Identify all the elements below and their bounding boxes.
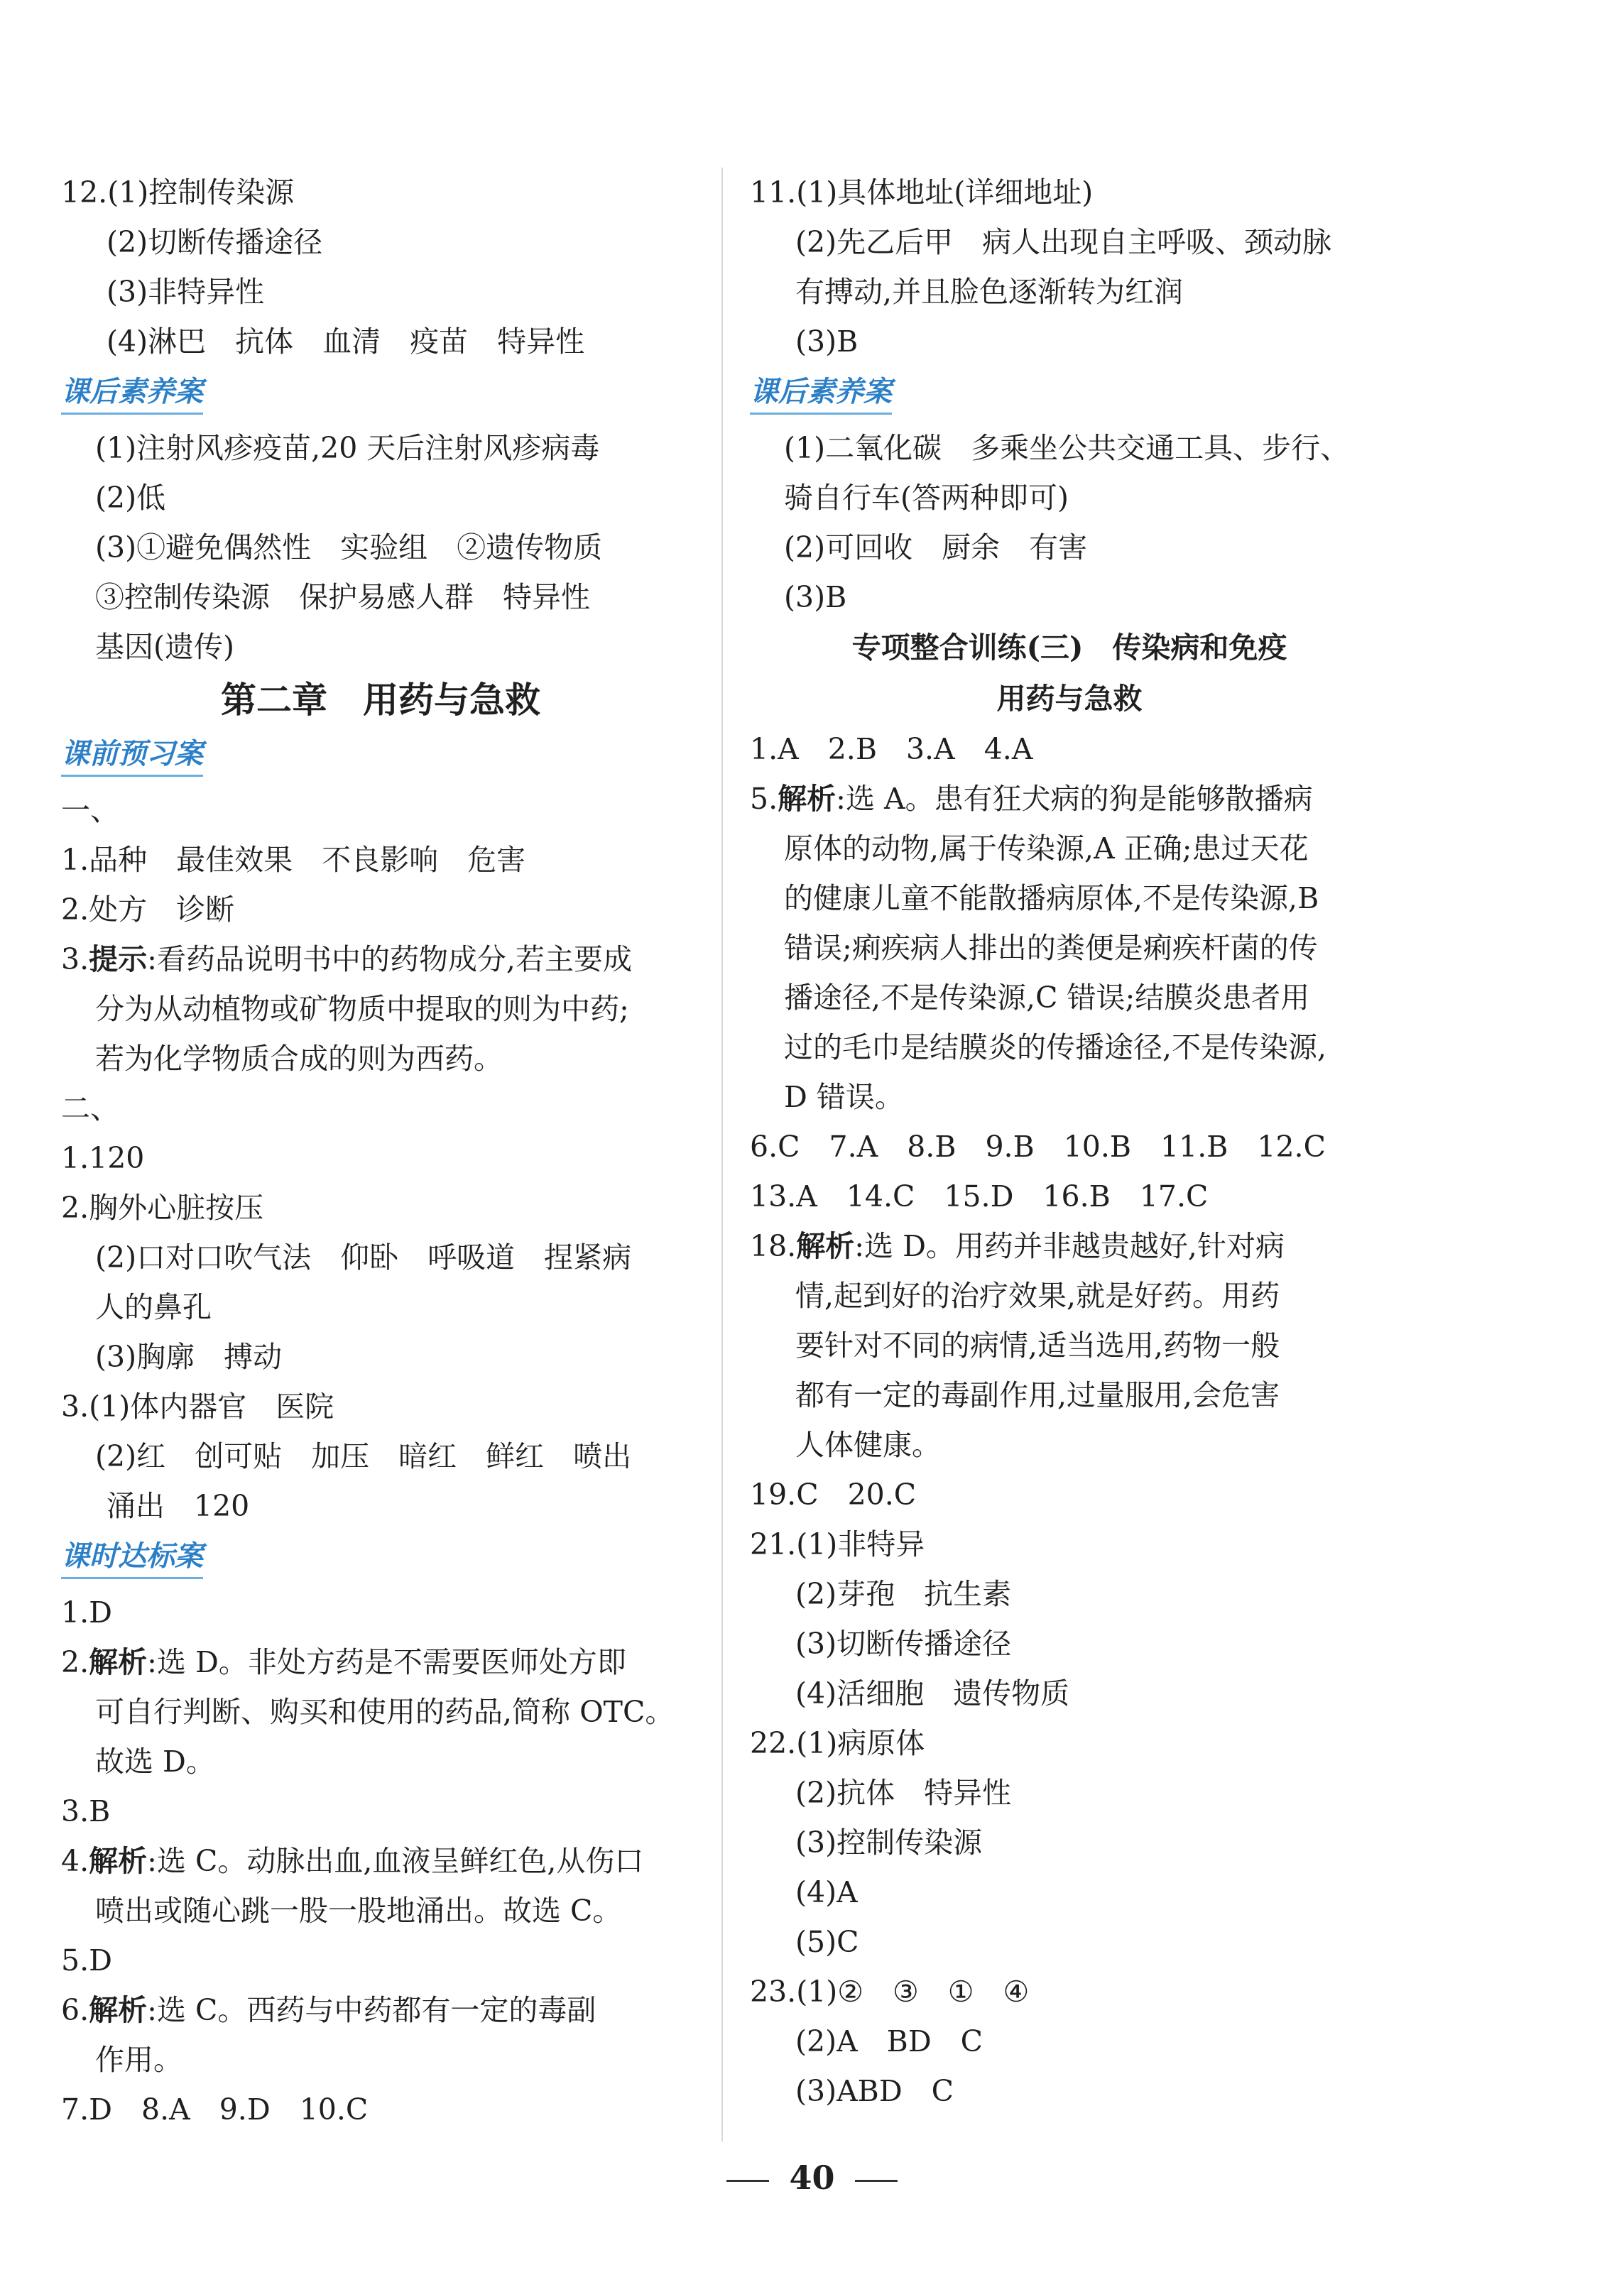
- answer-line: [750, 1221, 1389, 1271]
- answer-line: (2)红 创可贴 加压 暗红 鲜红 喷出: [95, 1439, 632, 1473]
- answer-text: :选 C。动脉出血,血液呈鲜红色,从伤口: [147, 1844, 644, 1878]
- section-heading-pre-class: 课前预习案: [61, 733, 203, 777]
- answer-text: :看药品说明书中的药物成分,若主要成: [147, 942, 632, 976]
- answer-text: :选 C。西药与中药都有一定的毒副: [147, 1993, 596, 2027]
- answer-line: 1.D: [61, 1595, 112, 1630]
- answer-line: 可自行判断、购买和使用的药品,简称 OTC。: [95, 1695, 675, 1729]
- answer-line: 播途径,不是传染源,C 错误;结膜炎患者用: [784, 981, 1310, 1015]
- answer-line: 1.品种 最佳效果 不良影响 危害: [61, 843, 526, 877]
- analysis-keyword: 解析: [89, 1993, 148, 2027]
- answer-line: 11.(1)具体地址(详细地址): [750, 175, 1094, 209]
- answer-line: 情,起到好的治疗效果,就是好药。用药: [795, 1279, 1280, 1313]
- analysis-keyword: 解析: [778, 782, 836, 816]
- column-divider: [721, 168, 723, 2141]
- answer-line: (4)活细胞 遗传物质: [795, 1676, 1070, 1710]
- answer-text: :选 D。用药并非越贵越好,针对病: [854, 1229, 1285, 1263]
- answer-line: 涌出 120: [107, 1489, 250, 1523]
- answer-line: 的健康儿童不能散播病原体,不是传染源,B: [784, 881, 1319, 915]
- hint-keyword: 提示: [89, 942, 148, 976]
- footer-dash: [726, 2180, 769, 2182]
- answer-line: 12.(1)控制传染源: [61, 175, 295, 209]
- answer-line: 都有一定的毒副作用,过量服用,会危害: [795, 1378, 1280, 1412]
- answer-line: (3)控制传染源: [795, 1826, 983, 1860]
- section-heading-class-check: 课时达标案: [61, 1536, 203, 1579]
- answer-line: 13.A 14.C 15.D 16.B 17.C: [750, 1179, 1209, 1213]
- answer-line: 3.B: [61, 1794, 111, 1828]
- answer-line: [61, 1985, 700, 2035]
- answer-line: 作用。: [95, 2043, 182, 2077]
- analysis-keyword: 解析: [89, 1645, 148, 1679]
- footer-dash: [855, 2180, 898, 2182]
- answer-line: (2)芽孢 抗生素: [795, 1577, 1012, 1611]
- answer-line: 2.处方 诊断: [61, 893, 235, 927]
- question-number: 5.: [750, 782, 778, 816]
- analysis-keyword: 解析: [89, 1844, 148, 1878]
- part-number: 一、: [61, 793, 119, 827]
- section-heading-after-class: 课后素养案: [61, 371, 203, 415]
- answer-line: (3)胸廓 搏动: [95, 1340, 283, 1374]
- answer-line: 分为从动植物或矿物质中提取的则为中药;: [95, 992, 629, 1026]
- answer-line: 2.胸外心脏按压: [61, 1191, 264, 1225]
- answer-line: (3)非特异性: [107, 275, 265, 309]
- section-heading-after-class: 课后素养案: [750, 371, 892, 415]
- answer-line: 1.120: [61, 1141, 145, 1175]
- answer-line: 故选 D。: [95, 1745, 215, 1779]
- part-number: 二、: [61, 1091, 119, 1125]
- page-footer: [0, 2159, 1624, 2197]
- answer-line: 若为化学物质合成的则为西药。: [95, 1042, 503, 1076]
- special-training-subtitle: 用药与急救: [996, 682, 1143, 716]
- right-column: [750, 168, 1389, 2116]
- answer-line: (3)切断传播途径: [795, 1627, 1012, 1661]
- answer-line: [61, 934, 700, 984]
- answer-line: 人的鼻孔: [95, 1290, 212, 1324]
- answer-line: 1.A 2.B 3.A 4.A: [750, 732, 1033, 766]
- answer-line: 5.D: [61, 1943, 112, 1977]
- answer-line: 喷出或随心跳一股一股地涌出。故选 C。: [95, 1894, 622, 1928]
- answer-line: 错误;痢疾病人排出的粪便是痢疾杆菌的传: [784, 931, 1318, 965]
- question-number: 6.: [61, 1993, 89, 2027]
- answer-line: (2)先乙后甲 病人出现自主呼吸、颈动脉: [795, 225, 1332, 259]
- answer-line: [61, 1637, 700, 1687]
- answer-line: 人体健康。: [795, 1428, 941, 1462]
- answer-line: 基因(遗传): [95, 630, 234, 664]
- answer-line: (3)①避免偶然性 实验组 ②遗传物质: [95, 530, 603, 564]
- answer-text: :选 D。非处方药是不需要医师处方即: [147, 1645, 626, 1679]
- answer-line: 22.(1)病原体: [750, 1726, 925, 1760]
- answer-line: (2)A BD C: [795, 2024, 983, 2058]
- question-number: 3.: [61, 942, 89, 976]
- answer-line: 7.D 8.A 9.D 10.C: [61, 2092, 369, 2127]
- question-number: 2.: [61, 1645, 89, 1679]
- answer-line: 21.(1)非特异: [750, 1527, 925, 1561]
- special-training-title: 专项整合训练(三) 传染病和免疫: [851, 631, 1287, 665]
- answer-line: 过的毛巾是结膜炎的传播途径,不是传染源,: [784, 1030, 1327, 1064]
- answer-line: 有搏动,并且脸色逐渐转为红润: [795, 275, 1184, 309]
- answer-text: :选 A。患有狂犬病的狗是能够散播病: [836, 782, 1313, 816]
- answer-line: 3.(1)体内器官 医院: [61, 1390, 334, 1424]
- answer-line: 骑自行车(答两种即可): [784, 481, 1069, 515]
- answer-line: 19.C 20.C: [750, 1478, 917, 1512]
- answer-line: 要针对不同的病情,适当选用,药物一般: [795, 1328, 1280, 1363]
- answer-line: [750, 774, 1389, 824]
- answer-line: (1)注射风疹疫苗,20 天后注射风疹病毒: [95, 431, 600, 465]
- answer-line: 6.C 7.A 8.B 9.B 10.B 11.B 12.C: [750, 1130, 1326, 1164]
- answer-line: (3)B: [784, 580, 847, 614]
- answer-line: (4)A: [795, 1875, 858, 1909]
- answer-line: (4)淋巴 抗体 血清 疫苗 特异性: [107, 324, 585, 359]
- answer-line: (3)ABD C: [795, 2074, 954, 2108]
- question-number: 4.: [61, 1844, 89, 1878]
- answer-line: (3)B: [795, 324, 859, 359]
- page-number: 40: [789, 2159, 835, 2197]
- chapter-title: 第二章 用药与急救: [221, 679, 540, 721]
- left-column: [61, 168, 700, 2134]
- answer-line: (2)低: [95, 481, 166, 515]
- answer-line: D 错误。: [784, 1080, 904, 1114]
- answer-line: (2)切断传播途径: [107, 225, 323, 259]
- answer-line: ③控制传染源 保护易感人群 特异性: [95, 580, 590, 614]
- analysis-keyword: 解析: [796, 1229, 855, 1263]
- answer-line: (2)可回收 厨余 有害: [784, 530, 1088, 564]
- answer-line: 23.(1)② ③ ① ④: [750, 1975, 1030, 2009]
- question-number: 18.: [750, 1229, 797, 1263]
- answer-line: (2)抗体 特异性: [795, 1776, 1012, 1810]
- answer-line: (2)口对口吹气法 仰卧 呼吸道 捏紧病: [95, 1240, 632, 1275]
- answer-line: (5)C: [795, 1925, 859, 1959]
- answer-line: (1)二氧化碳 多乘坐公共交通工具、步行、: [784, 431, 1350, 465]
- answer-line: 原体的动物,属于传染源,A 正确;患过天花: [784, 831, 1309, 866]
- answer-line: [61, 1836, 700, 1886]
